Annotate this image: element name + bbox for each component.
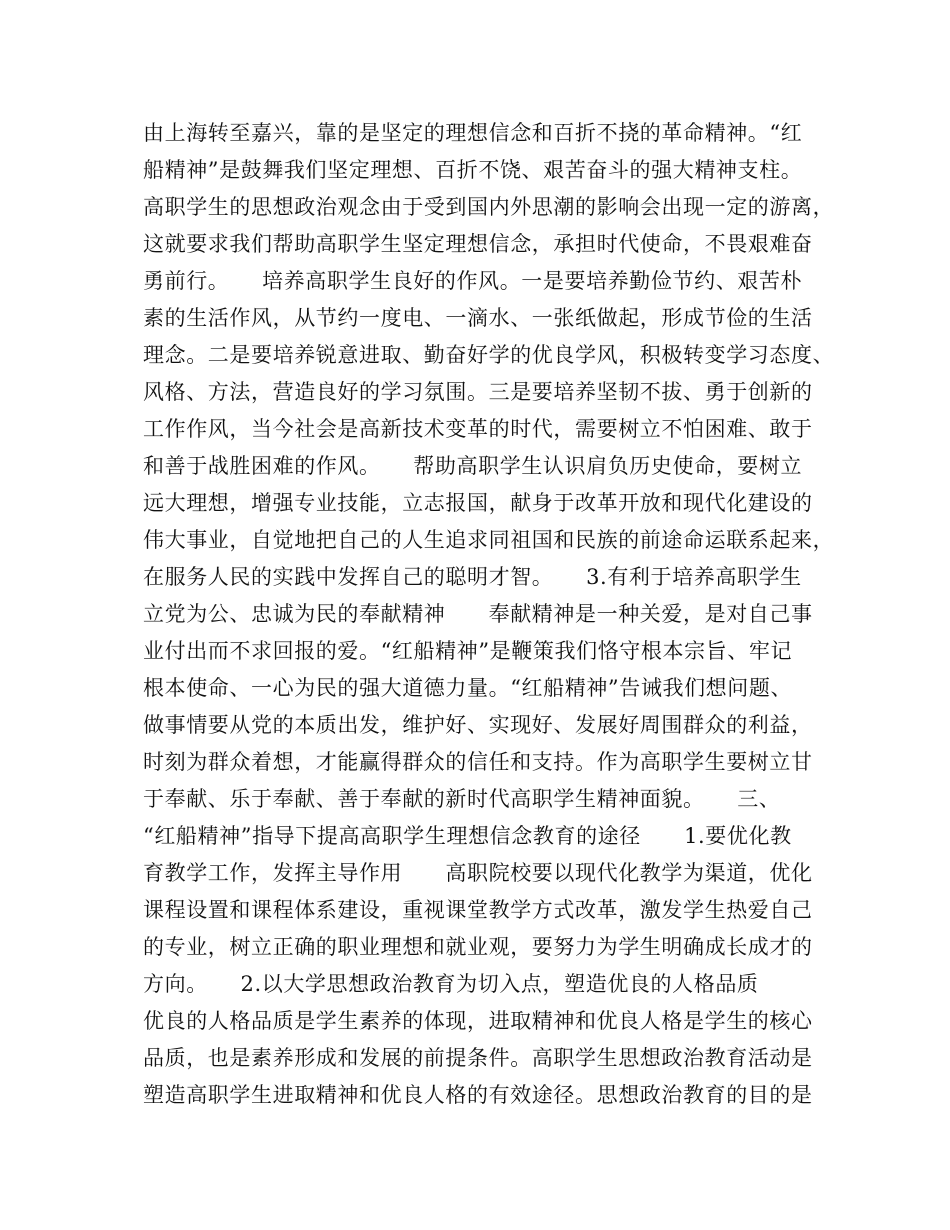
text-line-21: 育教学工作，发挥主导作用 高职院校要以现代化教学为渠道，优化 bbox=[143, 861, 813, 885]
text-line-7: 理念。二是要培养锐意进取、勤奋好学的优良学风，积极转变学习态度、 bbox=[143, 343, 835, 367]
text-line-18: 时刻为群众着想，才能赢得群众的信任和支持。作为高职学生要树立甘 bbox=[143, 750, 813, 774]
text-line-26: 品质，也是素养形成和发展的前提条件。高职学生思想政治教育活动是 bbox=[143, 1046, 813, 1070]
text-line-15: 业付出而不求回报的爱。“红船精神”是鞭策我们恪守根本宗旨、牢记 bbox=[143, 639, 793, 663]
text-line-16: 根本使命、一心为民的强大道德力量。“红船精神”告诫我们想问题、 bbox=[143, 676, 793, 700]
text-line-8: 风格、方法，营造良好的学习氛围。三是要培养坚韧不拔、勇于创新的 bbox=[143, 380, 813, 404]
text-line-4: 这就要求我们帮助高职学生坚定理想信念，承担时代使命，不畏艰难奋 bbox=[143, 232, 813, 256]
text-line-19: 于奉献、乐于奉献、善于奉献的新时代高职学生精神面貌。 三、 bbox=[143, 787, 781, 811]
text-line-11: 远大理想，增强专业技能，立志报国，献身于改革开放和现代化建设的 bbox=[143, 491, 813, 515]
body-text bbox=[143, 115, 833, 1114]
text-line-6: 素的生活作风，从节约一度电、一滴水、一张纸做起，形成节俭的生活 bbox=[143, 306, 813, 330]
text-line-10: 和善于战胜困难的作风。 帮助高职学生认识肩负历史使命，要树立 bbox=[143, 454, 803, 478]
text-line-17: 做事情要从党的本质出发，维护好、实现好、发展好周围群众的利益， bbox=[143, 713, 813, 737]
text-line-5: 勇前行。 培养高职学生良好的作风。一是要培养勤俭节约、艰苦朴 bbox=[143, 269, 803, 293]
text-line-1: 由上海转至嘉兴，靠的是坚定的理想信念和百折不挠的革命精神。“红 bbox=[143, 121, 803, 145]
text-line-12: 伟大事业，自觉地把自己的人生追求同祖国和民族的前途命运联系起来， bbox=[143, 528, 835, 552]
text-line-14: 立党为公、忠诚为民的奉献精神 奉献精神是一种关爱，是对自己事 bbox=[143, 602, 813, 626]
text-line-25: 优良的人格品质是学生素养的体现，进取精神和优良人格是学生的核心 bbox=[143, 1009, 813, 1033]
text-line-23: 的专业，树立正确的职业理想和就业观，要努力为学生明确成长成才的 bbox=[143, 935, 813, 959]
text-line-9: 工作作风，当今社会是高新技术变革的时代，需要树立不怕困难、敢于 bbox=[143, 417, 813, 441]
text-line-20: “红船精神”指导下提高高职学生理想信念教育的途径 1.要优化教 bbox=[143, 824, 792, 848]
text-line-3: 高职学生的思想政治观念由于受到国内外思潮的影响会出现一定的游离， bbox=[143, 195, 835, 219]
text-line-24: 方向。 2.以大学思想政治教育为切入点，塑造优良的人格品质 bbox=[143, 972, 781, 996]
text-line-27: 塑造高职学生进取精神和优良人格的有效途径。思想政治教育的目的是 bbox=[143, 1083, 813, 1107]
text-line-2: 船精神”是鼓舞我们坚定理想、百折不饶、艰苦奋斗的强大精神支柱。 bbox=[143, 158, 803, 182]
text-line-13: 在服务人民的实践中发挥自己的聪明才智。 3.有利于培养高职学生 bbox=[143, 565, 802, 589]
text-line-22: 课程设置和课程体系建设，重视课堂教学方式改革，激发学生热爱自己 bbox=[143, 898, 813, 922]
